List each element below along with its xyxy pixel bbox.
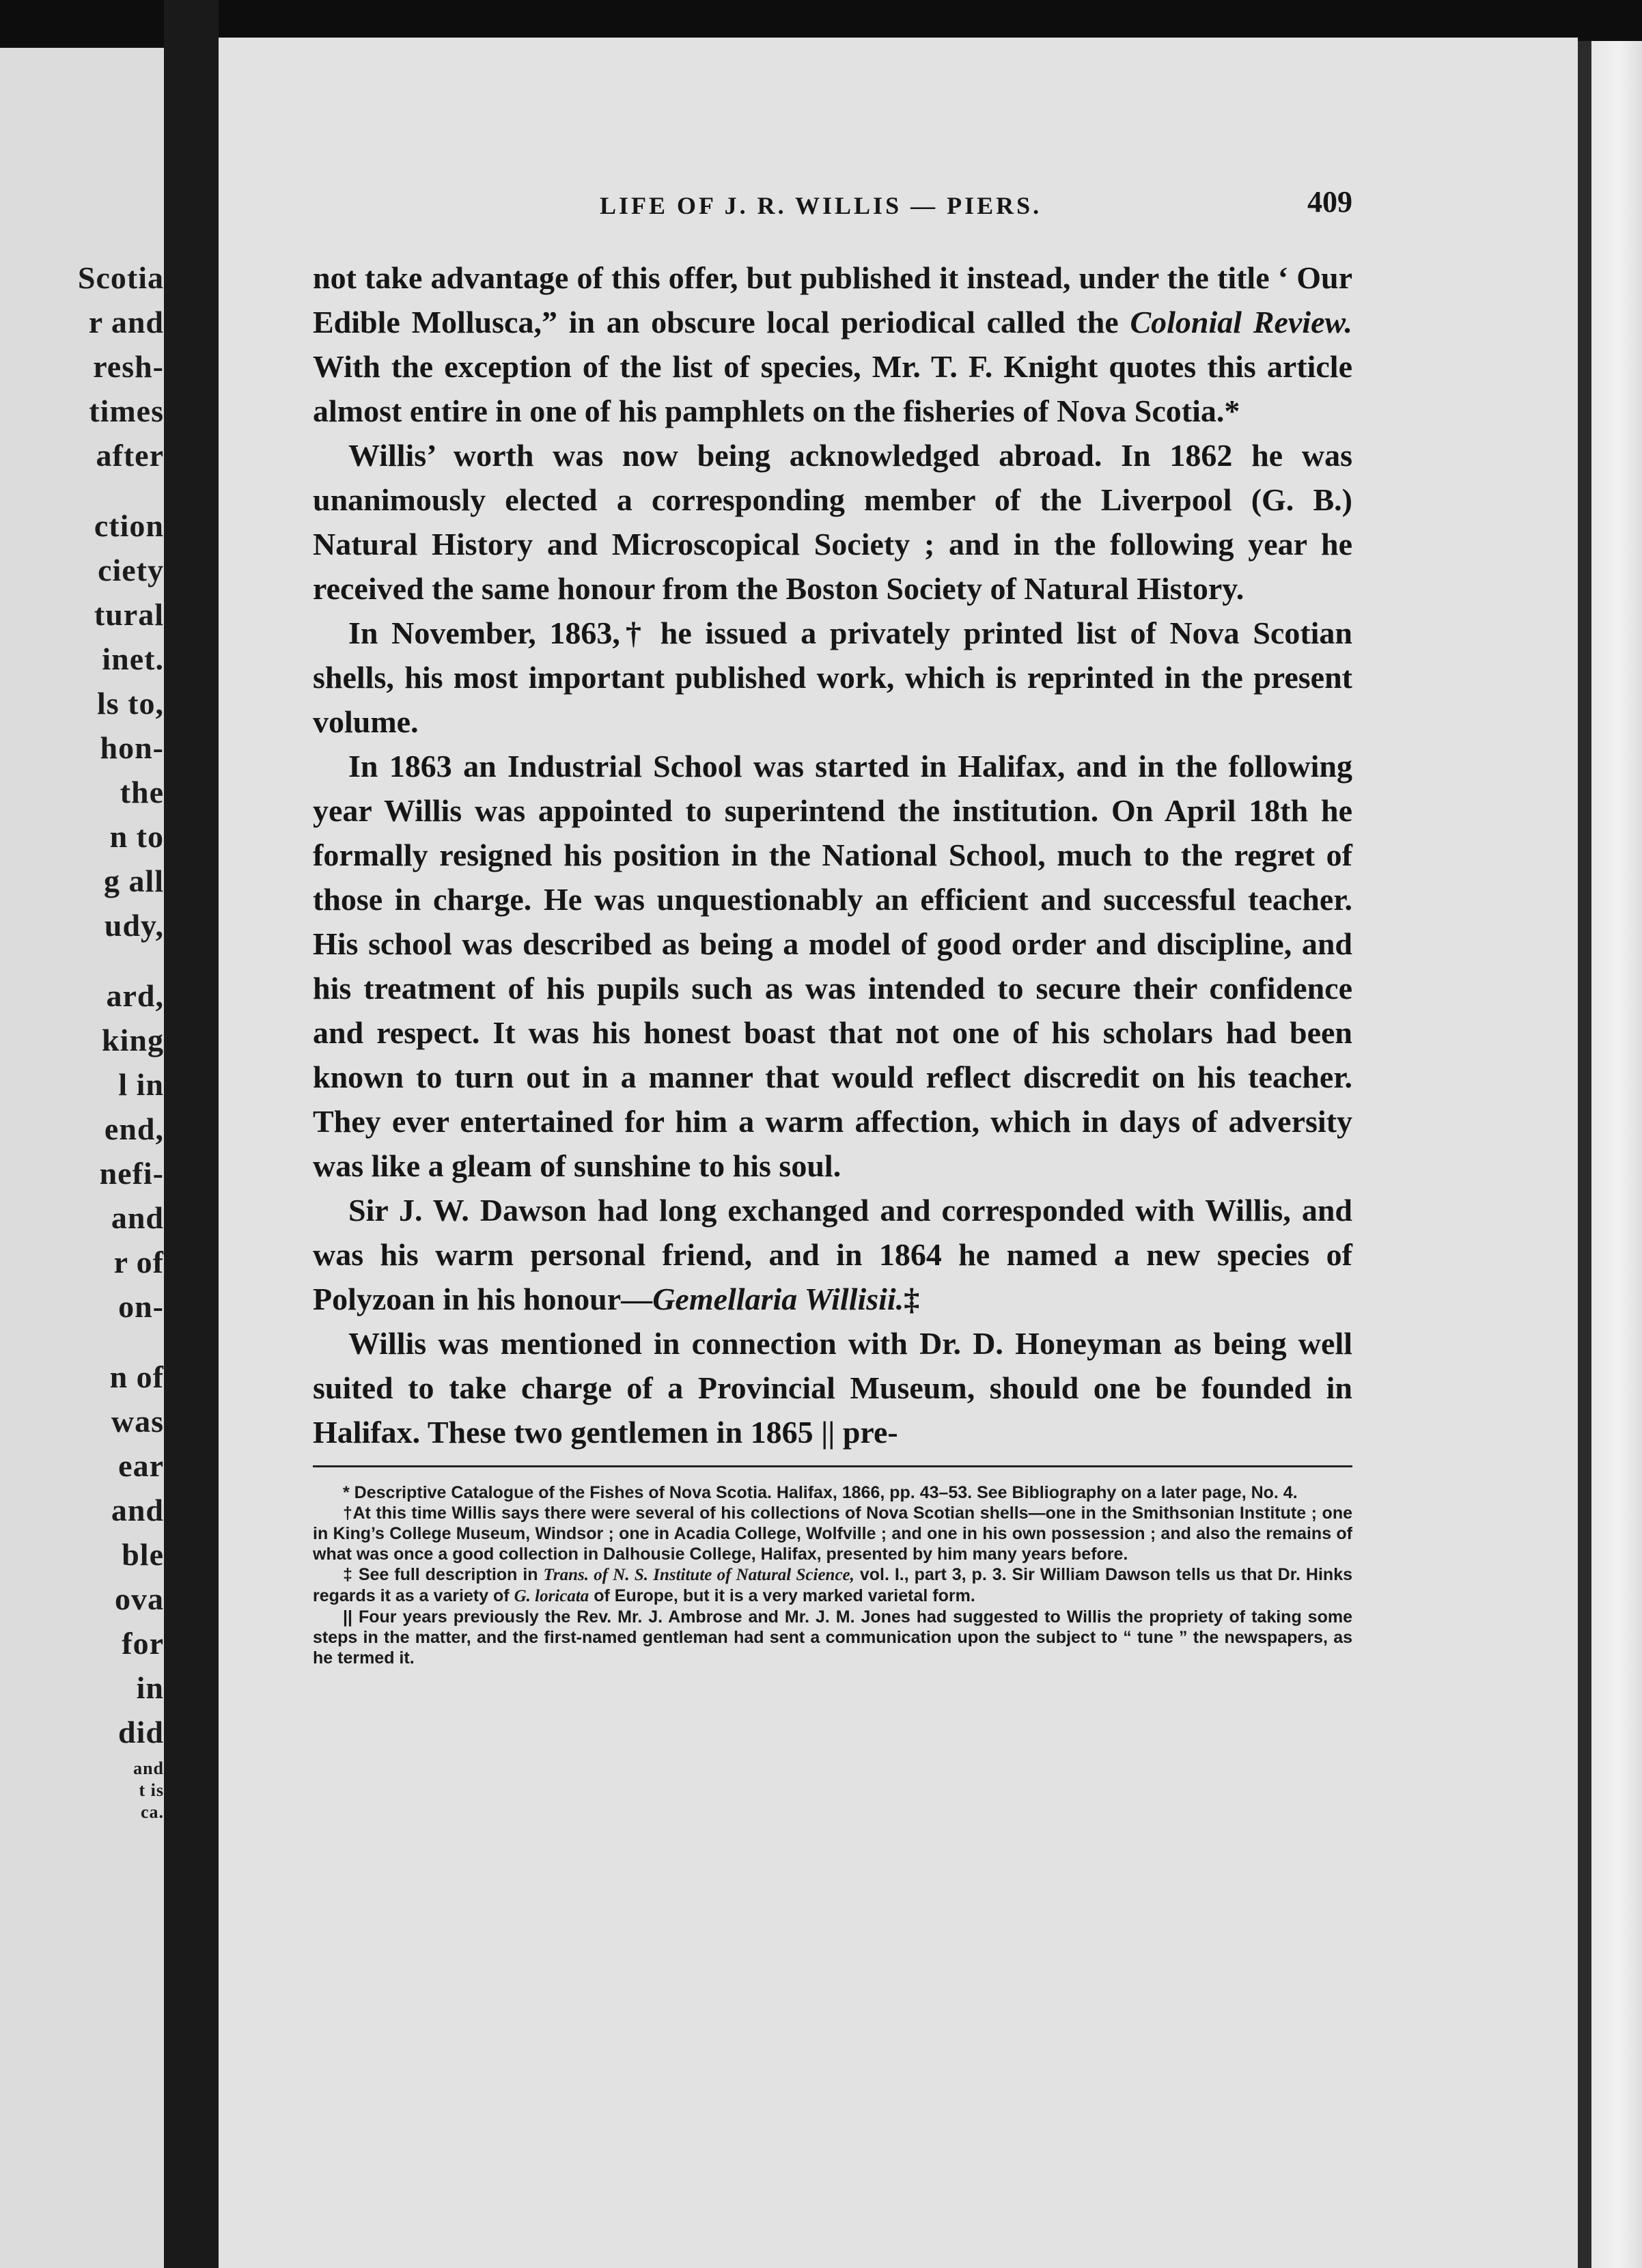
facing-page-line: ear bbox=[118, 1448, 164, 1483]
running-title: LIFE OF J. R. WILLIS — PIERS. bbox=[600, 192, 1042, 219]
running-head bbox=[313, 184, 1352, 232]
page-number: 409 bbox=[1307, 185, 1352, 219]
footnote-1: * Descriptive Catalogue of the Fishes of Nova Scotia. Halifax, 1866, pp. 43–53. See Bibliography on a later page, No. 4. bbox=[343, 1483, 1298, 1502]
facing-page-line: r and bbox=[88, 305, 164, 340]
facing-page-line: t is bbox=[139, 1780, 164, 1800]
facing-page-line: the bbox=[120, 775, 164, 810]
facing-page-line: end, bbox=[104, 1111, 164, 1146]
facing-page-line: on- bbox=[118, 1289, 164, 1324]
facing-page-line: ca. bbox=[140, 1802, 164, 1822]
facing-page-line: ls to, bbox=[97, 686, 164, 721]
paragraph-1: not take advantage of this offer, but published it instead, under the title ‘ Our Edible Mollusca,” in an obscure local periodical called the Colonial Review. With the exception of the list of species, Mr. T. F. Knight quotes this article almost entire in one of his pamphlets on the fisheries of Nova Scotia.* bbox=[313, 260, 1352, 428]
footnote-rule bbox=[313, 1465, 1352, 1467]
paragraph-6: Willis was mentioned in connection with Dr. D. Honeyman as being well suited to take charge of a Provincial Museum, should one be founded in Halifax. These two gentlemen in 1865 || pre- bbox=[313, 1326, 1352, 1450]
footnote-4: || Four years previously the Rev. Mr. J. Ambrose and Mr. J. M. Jones had suggested to Willis the propriety of taking some steps in the matter, and the first-named gentleman had sent a communication upon the subject to “ tune ” the newspapers, as he termed it. bbox=[313, 1607, 1352, 1668]
facing-page-line: g all bbox=[103, 863, 164, 898]
facing-page-line: r of bbox=[113, 1245, 164, 1280]
facing-page-line: and bbox=[111, 1200, 164, 1235]
periodical-title: Colonial Review. bbox=[1130, 305, 1352, 340]
facing-page-line: for bbox=[122, 1626, 164, 1661]
paragraph-4: In 1863 an Industrial School was started in Halifax, and in the following year Willis was appointed to superintend the institution. On April 18th he formally resigned his position in the National School, much to the regret of those in charge. He was unquestionably an efficient and successful teacher. His school was described as being a model of good order and discipline, and his treatment of his pupils such as was intended to secure their confidence and respect. It was his honest boast that not one of his scholars had been known to turn out in a manner that would reflect discredit on his teacher. They ever entertained for him a warm affection, which in days of adversity was like a gleam of sunshine to his soul. bbox=[313, 749, 1352, 1183]
footnote-2: †At this time Willis says there were several of his collections of Nova Scotian shells—one in the Smithsonian Institute ; one in King’s College Museum, Windsor ; one in Acadia College, Wolfville ; and one in his own possession ; and also the remains of what was once a good collection in Dalhousie College, Halifax, presented by him many years before. bbox=[313, 1504, 1352, 1564]
paragraph-2: Willis’ worth was now being acknowledged abroad. In 1862 he was unanimously elected a corresponding member of the Liverpool (G. B.) Natural History and Microscopical Society ; and in the following year he received the same honour from the Boston Society of Natural History. bbox=[313, 438, 1352, 606]
facing-page-line: hon- bbox=[100, 730, 164, 765]
facing-page-fragment bbox=[0, 48, 164, 2268]
facing-page-line: was bbox=[111, 1404, 164, 1439]
facing-page-line: udy, bbox=[104, 908, 164, 943]
book-page bbox=[219, 38, 1578, 2268]
facing-page-line: n to bbox=[109, 819, 164, 854]
facing-page-line: n of bbox=[109, 1359, 164, 1394]
page-edge bbox=[1578, 41, 1642, 2268]
facing-page-line: nefi- bbox=[99, 1156, 164, 1191]
page-content bbox=[313, 184, 1352, 1668]
gutter-shadow bbox=[164, 0, 219, 2268]
species-name: Gemellaria Willisii. bbox=[652, 1282, 904, 1316]
paragraph-5: Sir J. W. Dawson had long exchanged and corresponded with Willis, and was his warm personal friend, and in 1864 he named a new species of Polyzoan in his honour—Gemellaria Willisii.‡ bbox=[313, 1193, 1352, 1316]
footnote-3: ‡ See full description in Trans. of N. S. Institute of Natural Science, vol. I., part 3, p. 3. Sir William Dawson tells us that Dr. Hinks regards it as a variety of G. loricata of Europe, but it is a very marked varietal form. bbox=[313, 1565, 1353, 1605]
facing-page-line: resh- bbox=[93, 349, 164, 384]
facing-page-line: Scotia bbox=[77, 260, 164, 295]
facing-page-line: times bbox=[89, 393, 164, 428]
facing-page-line: did bbox=[118, 1715, 164, 1750]
facing-page-line: king bbox=[102, 1023, 164, 1057]
facing-page-line: inet. bbox=[102, 641, 164, 676]
facing-page-line: ova bbox=[115, 1581, 164, 1616]
facing-page-line: ciety bbox=[98, 553, 164, 587]
paragraph-3: In November, 1863,† he issued a privately printed list of Nova Scotian shells, his most important published work, which is reprinted in the present volume. bbox=[313, 616, 1352, 739]
facing-page-line: and bbox=[111, 1493, 164, 1527]
facing-page-line: ard, bbox=[106, 978, 164, 1013]
facing-page-line: l in bbox=[118, 1067, 164, 1102]
facing-page-line: tural bbox=[94, 597, 164, 632]
facing-page-line: ction bbox=[94, 508, 164, 543]
facing-page-line: after bbox=[96, 438, 164, 473]
facing-page-line: ble bbox=[122, 1537, 164, 1572]
facing-page-line: and bbox=[133, 1758, 164, 1778]
facing-page-line: in bbox=[136, 1670, 164, 1705]
